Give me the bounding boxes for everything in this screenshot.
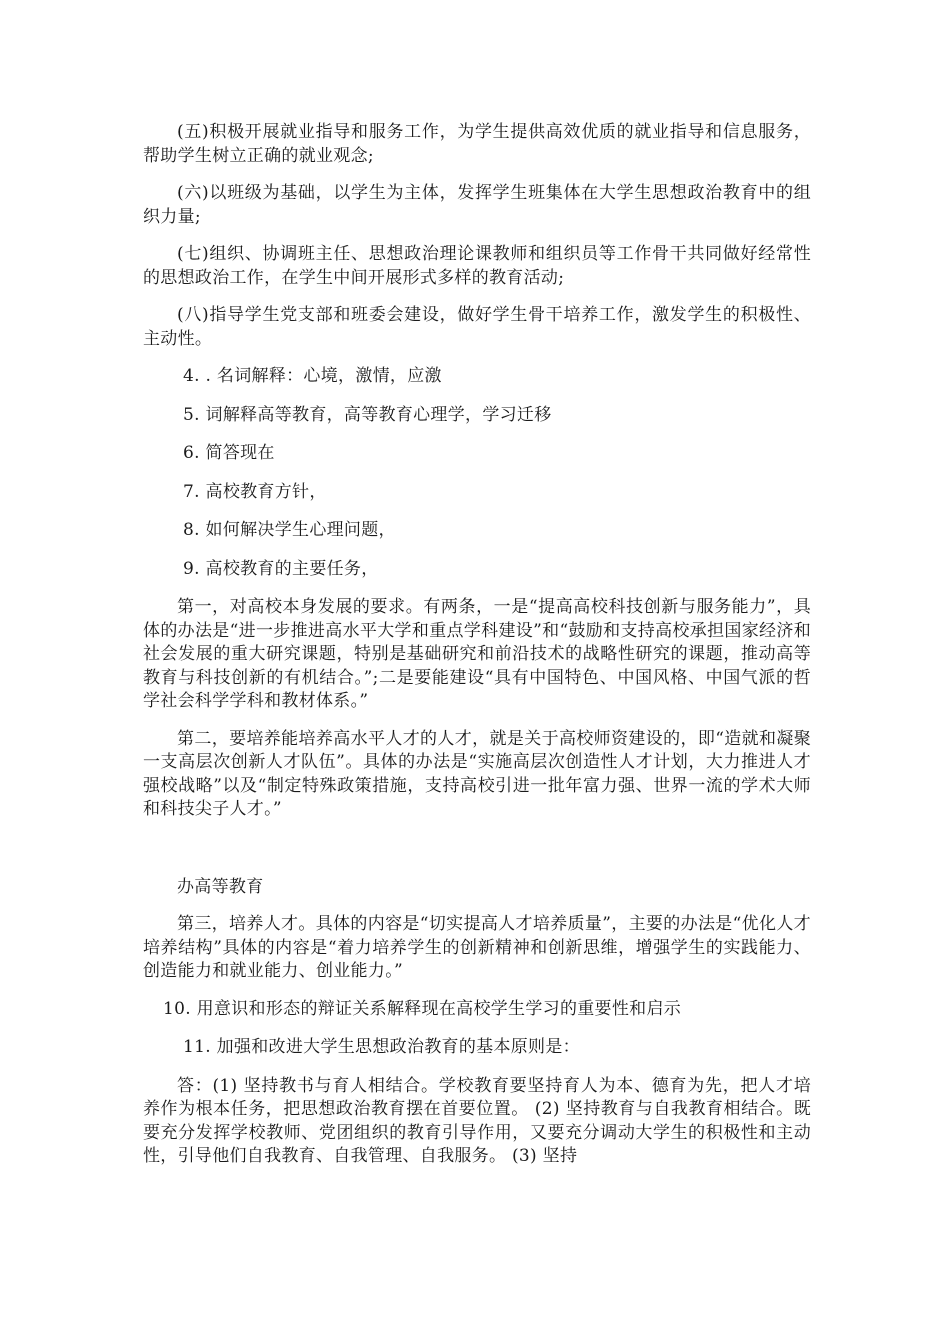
paragraph-8: (八)指导学生党支部和班委会建设，做好学生骨干培养工作，激发学生的积极性、主动性。 [143, 305, 811, 349]
question-item-10: 10. 用意识和形态的辩证关系解释现在高校学生学习的重要性和启示 [163, 998, 682, 1019]
document-body [143, 121, 811, 1183]
question-item-9: 9. 高校教育的主要任务， [183, 558, 379, 579]
question-item-11: 11. 加强和改进大学生思想政治教育的基本原则是： [183, 1037, 580, 1057]
answer-paragraph: 答：(1) 坚持教书与育人相结合。学校教育要坚持育人为本、德育为先，把人才培养作为根本任务，把思想政治教育摆在首要位置。 (2) 坚持教育与自我教育相结合。既要充分发挥学校教师、党团组织的教育引导作用，又要充分调动大学生的积极性和主动性，引导他们自我教育、自我管理、自我服务。 (3) 坚持 [143, 1075, 811, 1166]
blank-gap [143, 836, 811, 876]
section-heading: 办高等教育 [177, 876, 264, 897]
question-item-7: 7. 高校教育方针， [183, 481, 327, 502]
paragraph-7: (七)组织、协调班主任、思想政治理论课教师和组织员等工作骨干共同做好经常性的思想政治工作，在学生中间开展形式多样的教育活动; [143, 244, 811, 288]
paragraph-second: 第二，要培养能培养高水平人才的人才，就是关于高校师资建设的，即“造就和凝聚一支高层次创新人才队伍”。具体的办法是“实施高层次创造性人才计划，大力推进人才强校战略”以及“制定特殊政策措施，支持高校引进一批年富力强、世界一流的学术大师和科技尖子人才。” [143, 728, 811, 819]
question-item-8: 8. 如何解决学生心理问题， [183, 520, 396, 540]
paragraph-5: (五)积极开展就业指导和服务工作，为学生提供高效优质的就业指导和信息服务，帮助学生树立正确的就业观念; [143, 122, 811, 166]
paragraph-6: (六)以班级为基础，以学生为主体，发挥学生班集体在大学生思想政治教育中的组织力量; [143, 183, 811, 227]
question-item-5: 5. 词解释高等教育，高等教育心理学，学习迁移 [183, 404, 552, 425]
paragraph-third: 第三，培养人才。具体的内容是“切实提高人才培养质量”，主要的办法是“优化人才培养结构”具体的内容是“着力培养学生的创新精神和创新思维，增强学生的实践能力、创造能力和就业能力、创业能力。” [143, 914, 811, 981]
question-item-4: 4. . 名词解释：心境，激情，应激 [183, 366, 442, 386]
paragraph-first: 第一，对高校本身发展的要求。有两条，一是“提高高校科技创新与服务能力”，具体的办法是“进一步推进高水平大学和重点学科建设”和“鼓励和支持高校承担国家经济和社会发展的重大研究课题，特别是基础研究和前沿技术的战略性研究的课题，推动高等教育与科技创新的有机结合。”;二是要能建设“具有中国特色、中国风格、中国气派的哲学社会科学学科和教材体系。” [143, 597, 811, 711]
question-item-6: 6. 简答现在 [183, 443, 275, 463]
